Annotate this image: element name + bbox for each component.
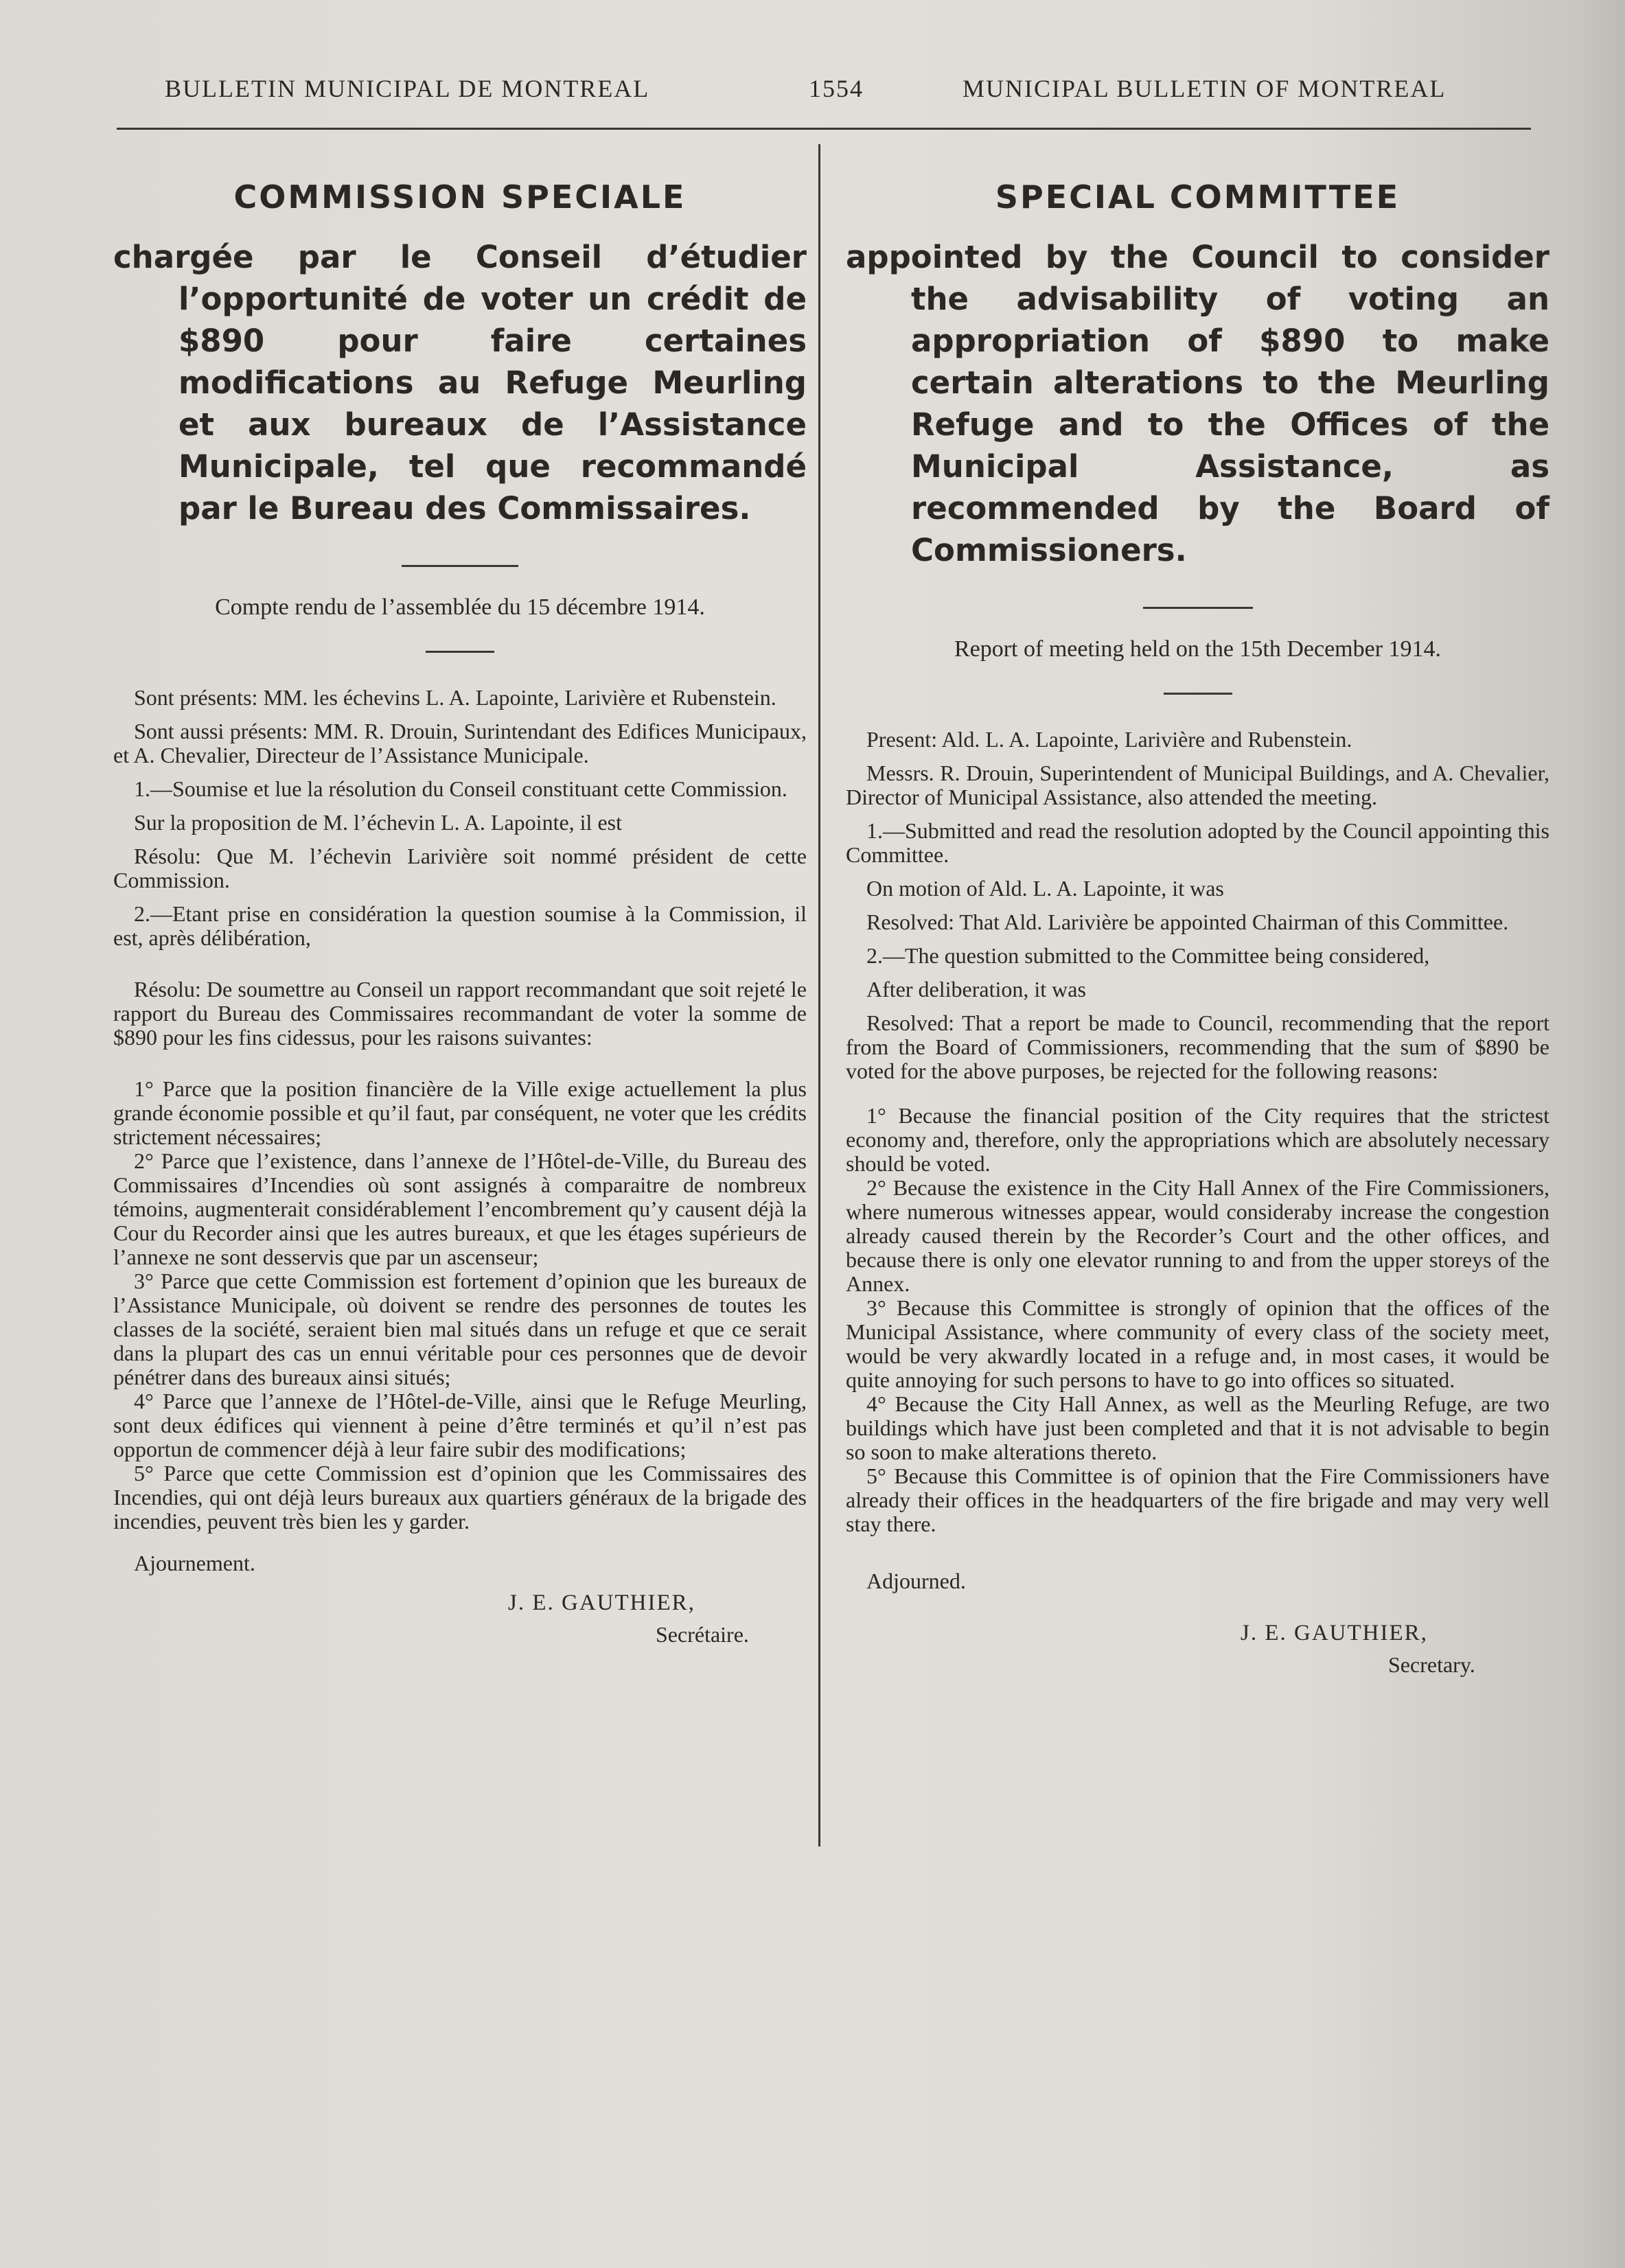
- english-paragraph: Messrs. R. Drouin, Superintendent of Municipal Buildings, and A. Chevalier, Director of Municipal Assistance, also attended the meeting.: [846, 761, 1549, 809]
- french-paragraph: Sont aussi présents: MM. R. Drouin, Surintendant des Edifices Municipaux, et A. Chevalier, Directeur de l’Assistance Municipale.: [113, 719, 807, 767]
- english-rule-2: [1164, 693, 1232, 695]
- french-reason: 4° Parce que l’annexe de l’Hôtel-de-Ville, ainsi que le Refuge Meurling, sont deux édifices qui viennent à peine d’être terminés et qu’il n’est pas opportun de commencer déjà à leur faire subir des modifications;: [113, 1389, 807, 1461]
- french-paragraph: Résolu: De soumettre au Conseil un rapport recommandant que soit rejeté le rapport du Bureau des Commissaires recommandant de voter la somme de $890 pour les fins cidessus, pour les raisons suivantes:: [113, 977, 807, 1050]
- running-header: [117, 74, 1508, 108]
- header-english-title: MUNICIPAL BULLETIN OF MONTREAL: [963, 75, 1447, 102]
- english-signature-name: J. E. GAUTHIER,: [1241, 1621, 1428, 1645]
- header-french-title: BULLETIN MUNICIPAL DE MONTREAL: [165, 75, 650, 102]
- english-subtitle: appointed by the Council to consider the advisability of voting an appropriation of $890 to make certain alterations to the Meurling Refuge and to the Offices of the Municipal Assistance, as recommended by the Board of Commissioners.: [846, 239, 1549, 568]
- french-paragraph: Sur la proposition de M. l’échevin L. A. Lapointe, il est: [134, 810, 622, 835]
- french-column: [113, 165, 807, 1666]
- english-paragraph: On motion of Ald. L. A. Lapointe, it was: [866, 876, 1224, 901]
- english-paragraph: 2.—The question submitted to the Committee being considered,: [866, 943, 1430, 968]
- french-reason: 1° Parce que la position financière de la Ville exige actuellement la plus grande économie possible et qu’il faut, par conséquent, ne voter que les crédits strictement nécessaires;: [113, 1076, 807, 1149]
- english-paragraph: 1.—Submitted and read the resolution adopted by the Council appointing this Committee.: [846, 818, 1549, 867]
- english-body: [846, 728, 1549, 1593]
- french-signature-title: Secrétaire.: [656, 1622, 749, 1647]
- french-paragraph: 1.—Soumise et lue la résolution du Conseil constituant cette Commission.: [134, 776, 787, 801]
- french-report-line: Compte rendu de l’assemblée du 15 décembre 1914.: [215, 594, 705, 620]
- english-paragraph: Present: Ald. L. A. Lapointe, Larivière and Rubenstein.: [866, 727, 1352, 752]
- page-number: 1554: [809, 75, 864, 102]
- french-reason: 2° Parce que l’existence, dans l’annexe de l’Hôtel-de-Ville, du Bureau des Commissaires d’Incendies où sont assignés à comparaitre de nombreux témoins, augmenterait considérablement l’encombrement qu’y causent déjà la Cour du Recorder ainsi que les autres bureaux, et que les étages supérieurs de l’annexe ne sont desservis que par un ascenseur;: [113, 1148, 807, 1269]
- header-rule: [117, 128, 1531, 130]
- french-subtitle: chargée par le Conseil d’étudier l’opportunité de voter un crédit de $890 pour faire certaines modifications au Refuge Meurling et aux bureaux de l’Assistance Municipale, tel que recommandé par le Bureau des Commissaires.: [113, 239, 807, 526]
- english-paragraph: After deliberation, it was: [866, 977, 1086, 1002]
- french-adjourned: Ajournement.: [134, 1551, 255, 1575]
- french-rule-2: [426, 651, 494, 653]
- english-rule-1: [1143, 607, 1253, 609]
- french-reason: 5° Parce que cette Commission est d’opinion que les Commissaires des Incendies, qui ont déjà leurs bureaux aux quartiers généraux de la brigade des incendies, peuvent très bien les y garder.: [113, 1461, 807, 1534]
- french-paragraph: Sont présents: MM. les échevins L. A. Lapointe, Larivière et Rubenstein.: [134, 685, 776, 710]
- english-reason: 4° Because the City Hall Annex, as well as the Meurling Refuge, are two buildings which have just been completed and that it is not advisable to begin so soon to make alterations thereto.: [846, 1391, 1549, 1464]
- french-rule-1: [402, 565, 518, 567]
- english-reason: 2° Because the existence in the City Hall Annex of the Fire Commissioners, where numerous witnesses appear, would consideraby increase the congestion already caused therein by the Recorder’s Court and the other offices, and because there is only one elevator running to and from the upper storeys of the Annex.: [846, 1175, 1549, 1296]
- english-paragraph: Resolved: That Ald. Larivière be appointed Chairman of this Committee.: [866, 910, 1509, 934]
- french-body: [113, 686, 807, 1575]
- french-signature-name: J. E. GAUTHIER,: [508, 1590, 695, 1615]
- english-adjourned: Adjourned.: [866, 1569, 966, 1593]
- french-title: COMMISSION SPECIALE: [233, 178, 687, 216]
- french-signature: [113, 1590, 807, 1666]
- english-signature-title: Secretary.: [1388, 1652, 1475, 1677]
- english-reason: 3° Because this Committee is strongly of opinion that the offices of the Municipal Assistance, where community of every class of the society meet, would be very akwardly located in a refuge and, in most cases, it would be quite annoying for such persons to have to go into offices so situated.: [846, 1295, 1549, 1392]
- english-column: [846, 165, 1549, 1696]
- french-reason: 3° Parce que cette Commission est fortement d’opinion que les bureaux de l’Assistance Municipale, où doivent se rendre des personnes de toutes les classes de la société, seraient bien mal situés dans un refuge et que ce serait dans la plupart des cas un ennui véritable pour ces personnes que de devoir pénétrer dans des bureaux ainsi situés;: [113, 1269, 807, 1389]
- column-divider: [818, 144, 820, 1847]
- english-report-line: Report of meeting held on the 15th December 1914.: [954, 636, 1442, 662]
- english-title: SPECIAL COMMITTEE: [995, 178, 1401, 216]
- french-paragraph: Résolu: Que M. l’échevin Larivière soit nommé président de cette Commission.: [113, 844, 807, 892]
- english-reason: 5° Because this Committee is of opinion that the Fire Commissioners have already their offices in the headquarters of the fire brigade and may very well stay there.: [846, 1463, 1549, 1536]
- english-signature: [846, 1621, 1549, 1696]
- french-paragraph: 2.—Etant prise en considération la question soumise à la Commission, il est, après délibération,: [113, 901, 807, 950]
- english-paragraph: Resolved: That a report be made to Council, recommending that the report from the Board of Commissioners, recommending that the sum of $890 be voted for the above purposes, be rejected for the following reasons:: [846, 1010, 1549, 1083]
- english-reason: 1° Because the financial position of the City requires that the strictest economy and, therefore, only the appropriations which are absolutely necessary should be voted.: [846, 1103, 1549, 1176]
